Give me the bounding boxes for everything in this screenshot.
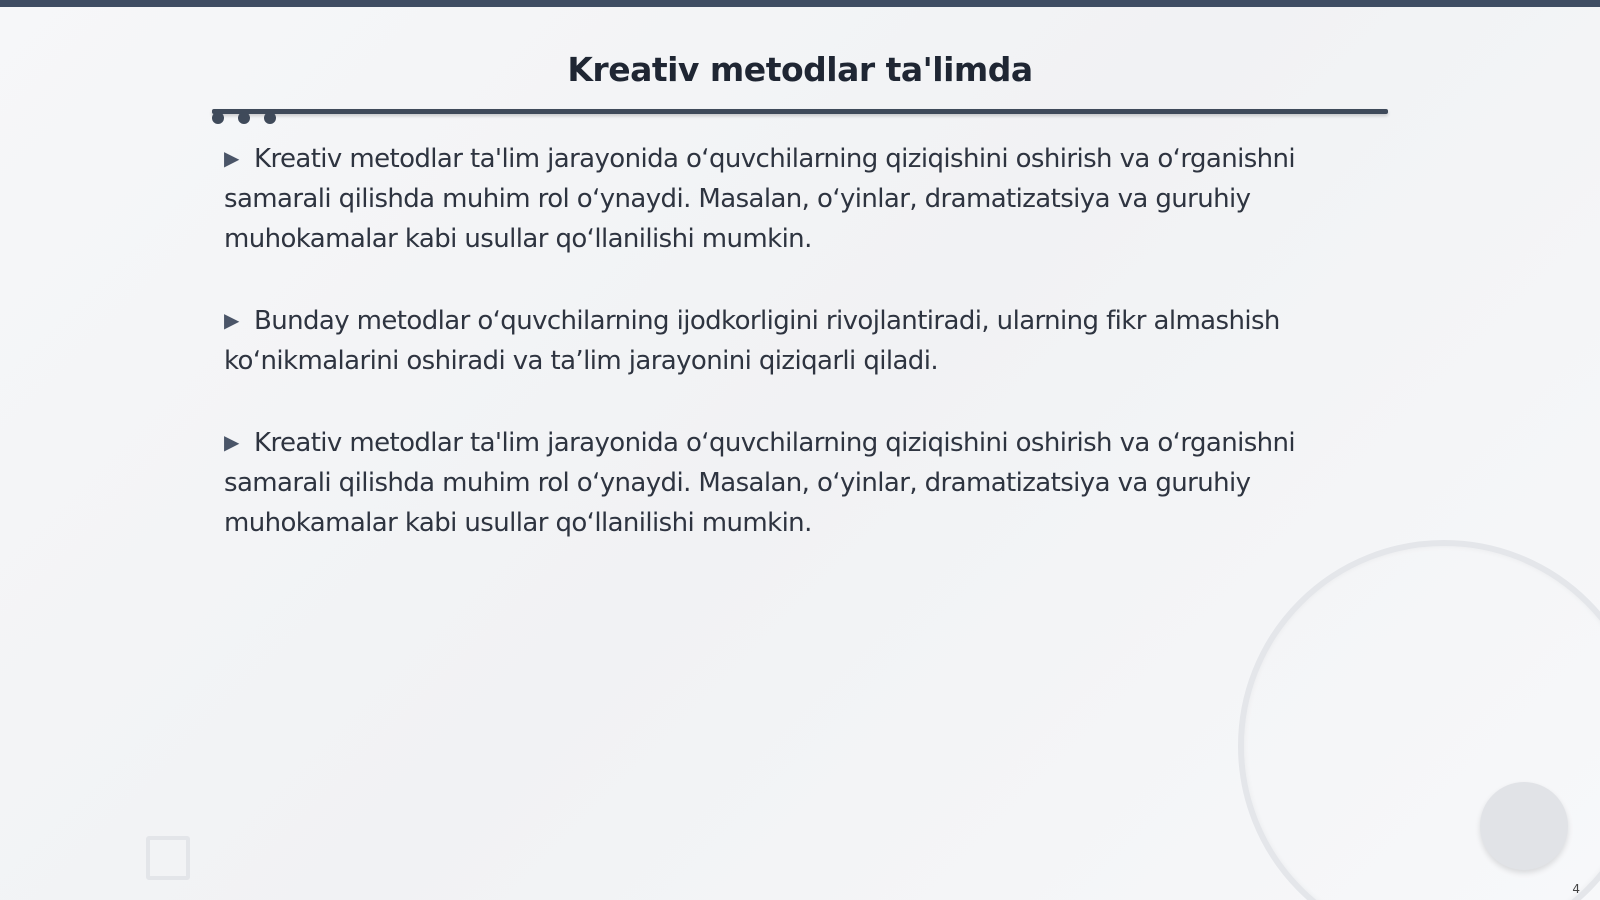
decorative-square	[146, 836, 190, 880]
decorative-dot	[238, 112, 250, 124]
decorative-circle-filled	[1480, 782, 1568, 870]
bullet-text: Kreativ metodlar ta'lim jarayonida oʻquvchilarning qiziqishini oshirish va oʻrganishni samarali qilishda muhim rol oʻynaydi. Masalan, oʻyinlar, dramatizatsiya va guruhiy muhokamalar kabi usullar qoʻllanilishi mumkin.	[224, 428, 1296, 538]
slide-title: Kreativ metodlar ta'limda	[567, 50, 1033, 89]
bullet-list	[224, 138, 1384, 584]
title-underline	[212, 109, 1388, 114]
bullet-text: Bunday metodlar oʻquvchilarning ijodkorligini rivojlantiradi, ularning fikr almashish koʻnikmalarini oshiradi va ta’lim jarayonini qiziqarli qiladi.	[224, 306, 1280, 376]
bullet-item	[224, 300, 1384, 381]
triangle-right-icon: ▶	[224, 430, 239, 454]
decorative-dot	[264, 112, 276, 124]
page-number: 4	[1572, 882, 1580, 896]
decorative-dot	[212, 112, 224, 124]
bullet-item	[224, 422, 1384, 543]
top-accent-bar	[0, 0, 1600, 7]
triangle-right-icon: ▶	[224, 146, 239, 170]
bullet-text: Kreativ metodlar ta'lim jarayonida oʻquvchilarning qiziqishini oshirish va oʻrganishni samarali qilishda muhim rol oʻynaydi. Masalan, oʻyinlar, dramatizatsiya va guruhiy muhokamalar kabi usullar qoʻllanilishi mumkin.	[224, 144, 1296, 254]
bullet-item	[224, 138, 1384, 259]
triangle-right-icon: ▶	[224, 308, 239, 332]
